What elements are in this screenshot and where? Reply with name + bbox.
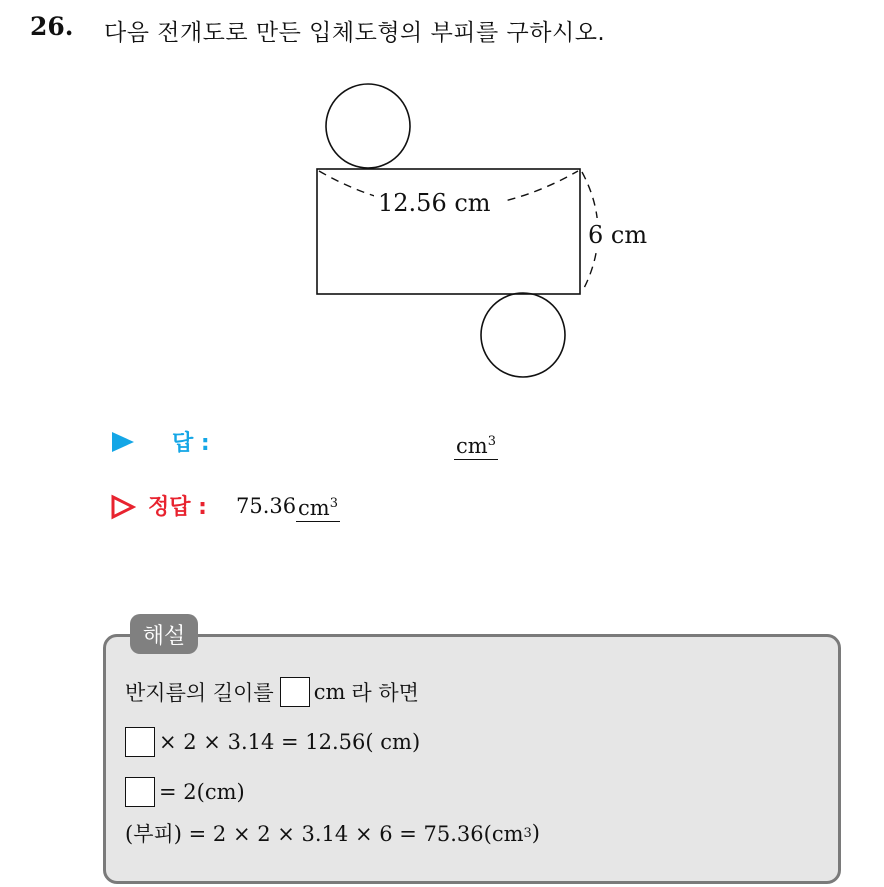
answer-unit-exp: 3 [487,434,496,449]
unknown-box [125,777,155,807]
answer-label: 답 : [172,431,210,456]
line1-suffix: 라 하면 [351,681,419,705]
correct-answer-label: 정답 : [148,495,207,520]
line2-text: × 2 × 3.14 = 12.56( cm) [159,730,421,754]
line4-close: ) [531,821,540,845]
line1-prefix: 반지름의 길이를 [125,681,274,705]
correct-answer-unit-wrap [296,492,340,522]
filled-triangle-icon [110,430,136,454]
bottom-circle [481,293,565,377]
line1-unit: cm [313,680,346,704]
explanation-line-3 [125,777,245,807]
explanation-tab: 해설 [130,614,198,654]
unknown-box [280,677,310,707]
answer-unit: cm [456,434,488,458]
cylinder-net-figure [0,0,884,400]
correct-answer-unit: cm [298,496,330,520]
question-text: 다음 전개도로 만든 입체도형의 부피를 구하시오. [104,20,606,46]
line3-text: = 2(cm) [159,780,245,804]
explanation-line-1 [125,677,419,707]
correct-answer-unit-exp: 3 [329,496,338,511]
top-circle [326,84,410,168]
correct-answer-value: 75.36 [236,494,297,518]
line4-exp: 3 [523,825,532,841]
question-number: 26. [30,12,74,41]
height-label: 6 cm [588,221,648,249]
explanation-line-2 [125,727,420,757]
outline-triangle-icon [110,494,136,520]
explanation-line-4 [125,818,540,848]
answer-blank[interactable] [454,430,498,460]
line4-text: (부피) = 2 × 2 × 3.14 × 6 = 75.36(cm [125,822,524,846]
unknown-box [125,727,155,757]
length-label: 12.56 cm [378,189,491,217]
